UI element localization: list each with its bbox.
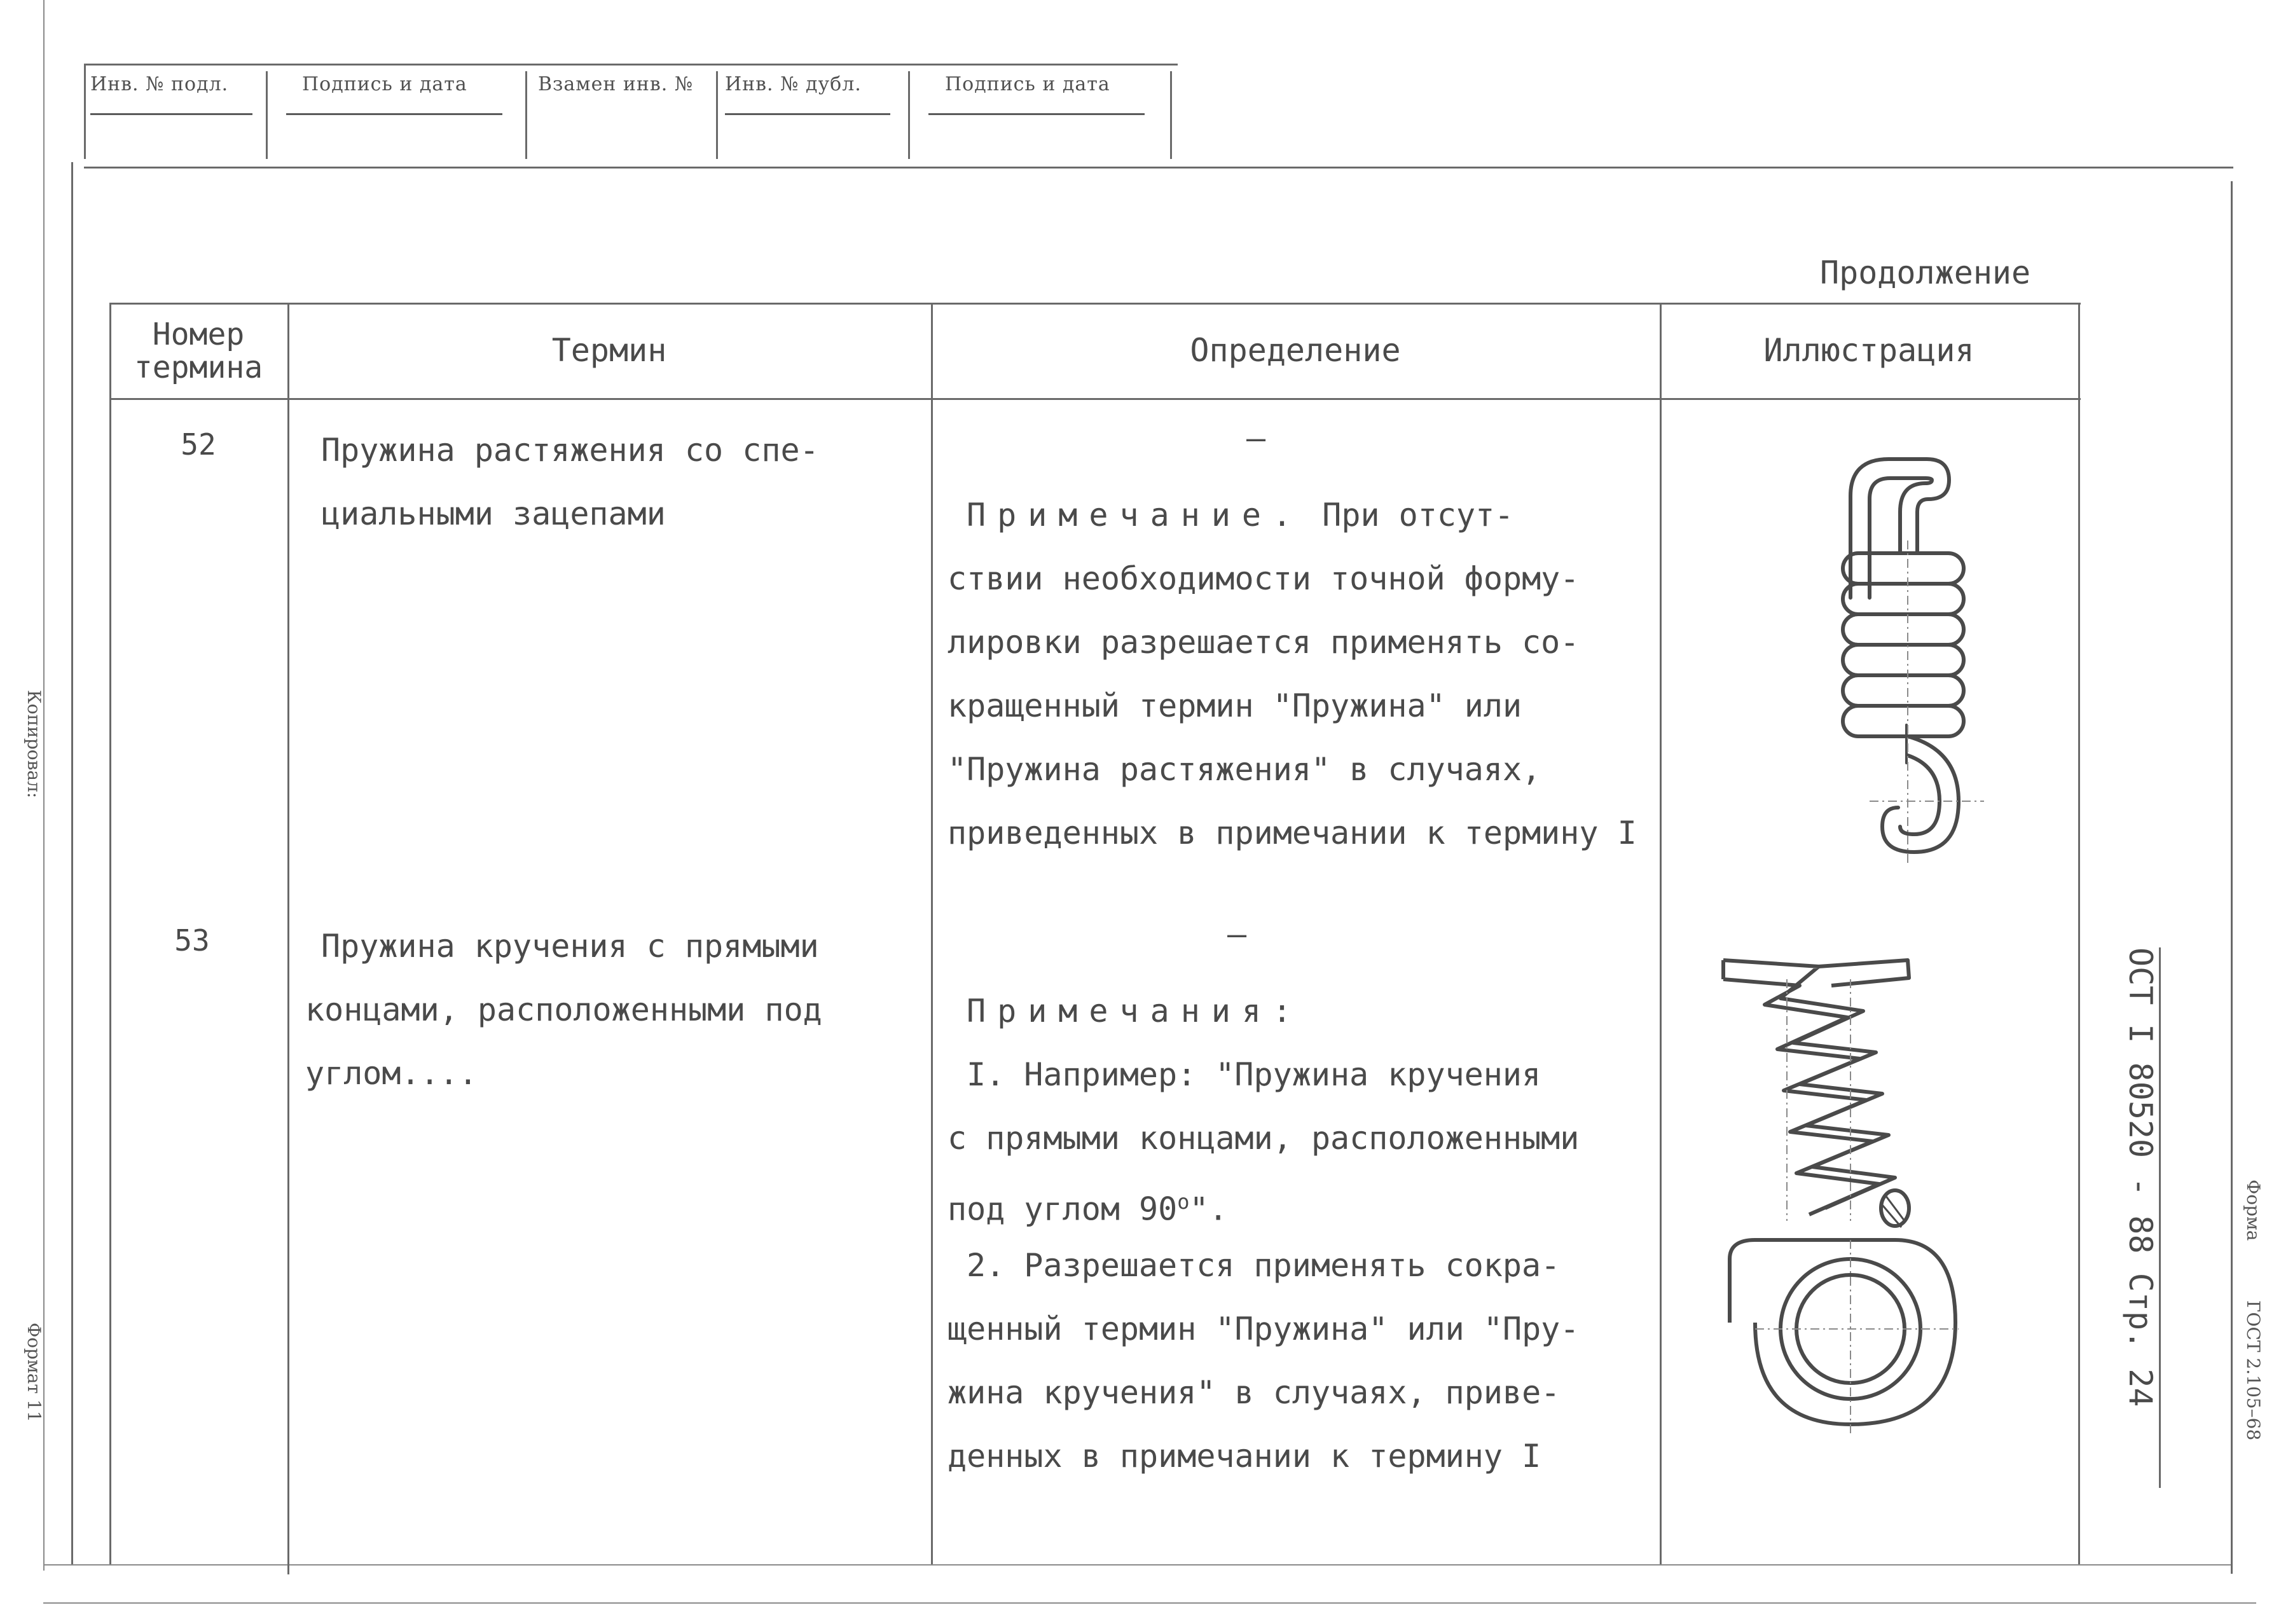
spring-top-hook-inner — [1870, 478, 1932, 598]
stamp-inv-podl: Инв. № подл. — [90, 73, 229, 95]
stamp-divider — [266, 71, 268, 159]
frame-right-line — [2231, 181, 2233, 1574]
left-margin-copied: Копировал: — [24, 690, 45, 799]
note-line: I. Например: "Пружина кручения — [967, 1056, 1541, 1093]
term-line: циальными зацепами — [321, 495, 666, 532]
header-definition: Определение — [1190, 332, 1401, 369]
stamp-underline — [286, 113, 502, 115]
term-line: концами, расположенными под — [305, 991, 822, 1028]
stamp-sign-date-2: Подпись и дата — [945, 73, 1110, 95]
spring-coil — [1843, 675, 1964, 706]
stamp-divider — [525, 71, 527, 159]
frame-bottom-line — [43, 1564, 2231, 1566]
stamp-underline — [928, 113, 1145, 115]
torsion-spring-illustration — [1704, 941, 1971, 1513]
continuation-label: Продолжение — [1820, 254, 2031, 291]
note-line: 2. Разрешается применять сокра- — [967, 1247, 1561, 1284]
table-col-line — [1660, 303, 1662, 1564]
term-text — [305, 914, 822, 1105]
header-illustration: Иллюстрация — [1763, 332, 1974, 369]
note-heading — [948, 979, 1579, 1043]
right-form-label: Форма — [2243, 1180, 2264, 1241]
left-margin-format: Формат 11 — [24, 1323, 45, 1422]
page-bottom-line — [43, 1602, 2256, 1604]
table-col-line — [2078, 303, 2080, 1564]
spring-coil — [1843, 706, 1964, 736]
term-line: Пружина кручения с прямыми — [321, 928, 819, 965]
right-doc-designation: ОСТ I 80520 - 88 Стр. 24 — [2122, 947, 2159, 1407]
torsion-spring-side — [1723, 960, 1895, 1208]
note-first-line — [948, 483, 1637, 547]
frame-left-line — [71, 162, 73, 1564]
right-doc-underline — [2159, 947, 2161, 1488]
stamp-underline — [725, 113, 890, 115]
extension-spring-illustration — [1781, 445, 1984, 890]
note-angle-text: под углом 90 — [948, 1190, 1178, 1228]
table-top-line — [109, 303, 2081, 305]
stamp-sign-date-1: Подпись и дата — [302, 73, 467, 95]
term-number: 53 — [174, 923, 210, 958]
spring-coil — [1843, 645, 1964, 675]
stamp-vzamen: Взамен инв. № — [538, 73, 694, 95]
term-number: 52 — [181, 427, 216, 462]
spring-coil — [1843, 553, 1964, 584]
stamp-top-line — [84, 64, 1178, 65]
table-header-bottom-line — [109, 398, 2081, 400]
stamp-divider — [1170, 71, 1172, 159]
table-col-line — [287, 303, 289, 1574]
note-angle-end: ". — [1189, 1190, 1228, 1228]
stamp-underline — [90, 113, 252, 115]
note-label: Примечания: — [967, 993, 1304, 1029]
note-line: денных в примечании к термину I — [948, 1438, 1541, 1475]
note-line: щенный термин "Пружина" или "Пру- — [948, 1311, 1580, 1347]
note-line: "Пружина растяжения" в случаях, — [948, 751, 1541, 788]
right-form-gost: ГОСТ 2.105–68 — [2243, 1300, 2264, 1441]
note-line: ствии необходимости точной форму- — [948, 560, 1580, 597]
table-col-line — [931, 303, 933, 1564]
note-line: лировки разрешается применять со- — [948, 624, 1580, 661]
stamp-inv-dubl: Инв. № дубл. — [725, 73, 862, 95]
definition-note — [948, 979, 1579, 1488]
note-first-rest: При отсут- — [1303, 497, 1514, 533]
note-line: приведенных в примечании к термину I — [948, 815, 1637, 851]
stamp-divider — [84, 64, 86, 159]
term-line: углом.... — [305, 1055, 478, 1092]
note-line: кращенный термин "Пружина" или — [948, 687, 1522, 724]
stamp-divider — [908, 71, 910, 159]
spring-coil — [1843, 584, 1964, 614]
term-text — [321, 418, 819, 546]
definition-note — [948, 483, 1637, 865]
note-degree-sup: о — [1177, 1190, 1190, 1214]
header-number-line2: термина — [134, 350, 263, 385]
frame-top-line — [84, 167, 2233, 169]
stamp-divider — [716, 71, 718, 159]
header-number — [109, 318, 287, 384]
header-number-line1: Номер — [152, 317, 245, 352]
definition-dash: – — [1227, 916, 1247, 953]
spring-coil — [1843, 614, 1964, 645]
note-line — [948, 1170, 1579, 1234]
note-label: Примечание. — [967, 497, 1304, 533]
note-line: жина кручения" в случаях, приве- — [948, 1374, 1561, 1411]
definition-dash: – — [1246, 420, 1266, 457]
note-line: с прямыми концами, расположенными — [948, 1120, 1580, 1157]
spring-bottom-hook-inner — [1900, 755, 1940, 834]
header-term: Термин — [551, 332, 667, 369]
term-line: Пружина растяжения со спе- — [321, 432, 819, 469]
